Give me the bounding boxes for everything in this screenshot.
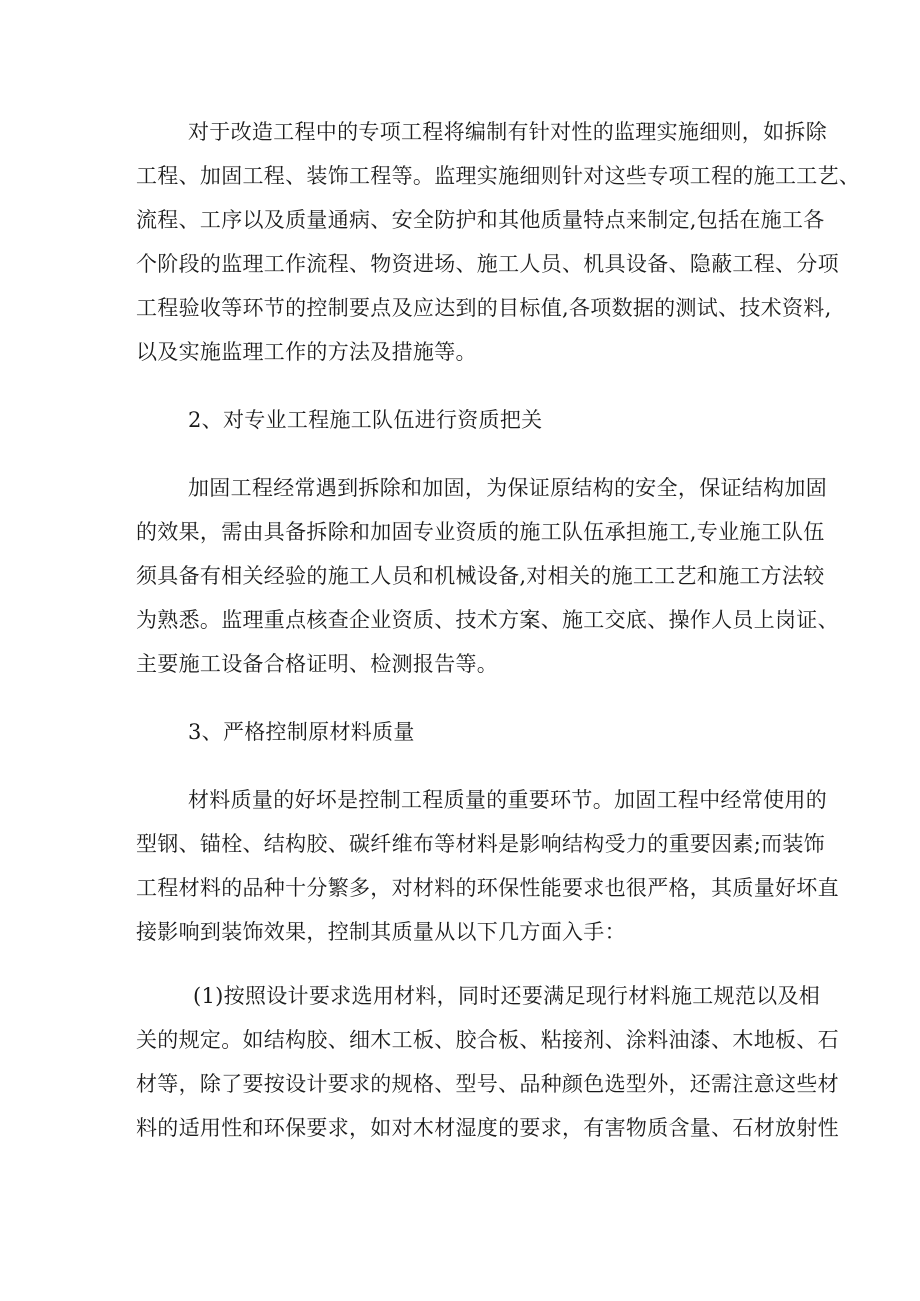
- paragraph-1-line-4: 个阶段的监理工作流程、物资进场、施工人员、机具设备、隐蔽工程、分项: [136, 252, 839, 276]
- paragraph-3-line-2: 型钢、锚栓、结构胶、碳纤维布等材料是影响结构受力的重要因素;而装饰: [136, 832, 825, 856]
- paragraph-1-line-6: 以及实施监理工作的方法及措施等。: [136, 340, 477, 364]
- paragraph-1-line-5: 工程验收等环节的控制要点及应达到的目标值,各项数据的测试、技术资料,: [136, 296, 832, 320]
- section-heading-2: 2、对专业工程施工队伍进行资质把关: [188, 408, 543, 432]
- paragraph-2-line-2: 的效果，需由具备拆除和加固专业资质的施工队伍承担施工,专业施工队伍: [136, 520, 825, 544]
- paragraph-3-line-3: 工程材料的品种十分繁多，对材料的环保性能要求也很严格，其质量好坏直: [136, 876, 839, 900]
- paragraph-4-line-4: 料的适用性和环保要求，如对木材湿度的要求，有害物质含量、石材放射性: [136, 1116, 839, 1140]
- paragraph-3-line-4: 接影响到装饰效果，控制其质量从以下几方面入手：: [136, 920, 626, 944]
- paragraph-4-line-3: 材等，除了要按设计要求的规格、型号、品种颜色选型外，还需注意这些材: [136, 1072, 839, 1096]
- paragraph-1-line-3: 流程、工序以及质量通病、安全防护和其他质量特点来制定,包括在施工各: [136, 208, 825, 232]
- paragraph-2-line-3: 须具备有相关经验的施工人员和机械设备,对相关的施工工艺和施工方法较: [136, 564, 825, 588]
- paragraph-2-line-1: 加固工程经常遇到拆除和加固，为保证原结构的安全，保证结构加固: [188, 476, 827, 500]
- paragraph-4-line-1: (1)按照设计要求选用材料，同时还要满足现行材料施工规范以及相: [193, 984, 821, 1008]
- paragraph-1-line-1: 对于改造工程中的专项工程将编制有针对性的监理实施细则，如拆除: [188, 120, 827, 144]
- paragraph-4-line-2: 关的规定。如结构胶、细木工板、胶合板、粘接剂、涂料油漆、木地板、石: [136, 1028, 839, 1052]
- section-heading-3: 3、严格控制原材料质量: [188, 720, 415, 744]
- paragraph-2-line-5: 主要施工设备合格证明、检测报告等。: [136, 652, 499, 676]
- paragraph-3-line-1: 材料质量的好坏是控制工程质量的重要环节。加固工程中经常使用的: [188, 788, 827, 812]
- paragraph-1-line-2: 工程、加固工程、装饰工程等。监理实施细则针对这些专项工程的施工工艺、: [136, 164, 861, 188]
- paragraph-2-line-4: 为熟悉。监理重点核查企业资质、技术方案、施工交底、操作人员上岗证、: [136, 608, 839, 632]
